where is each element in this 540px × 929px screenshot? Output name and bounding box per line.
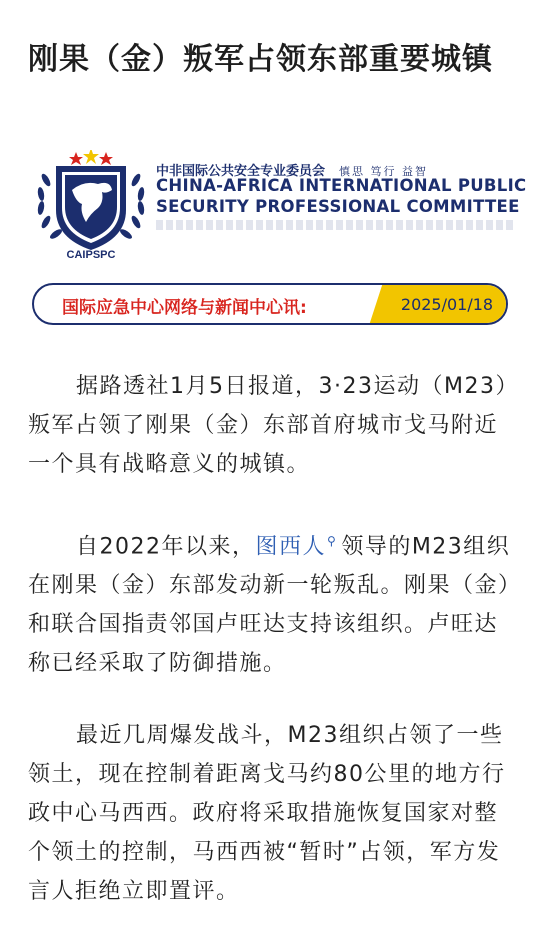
search-icon[interactable]: ⚲: [327, 534, 338, 548]
org-name-en-line1: CHINA-AFRICA INTERNATIONAL PUBLIC: [156, 176, 527, 195]
org-motto: 慎思 笃行 益智: [339, 165, 429, 178]
news-source-label: 国际应急中心网络与新闻中心讯:: [62, 298, 307, 318]
paragraph-2: 自2022年以来，图西人⚲ 领导的M23组织在刚果（金）东部发动新一轮叛乱。刚果（金）和联合国指责邻国卢旺达支持该组织。卢旺达称已经采取了防御措施。: [28, 534, 511, 677]
article-title: 刚果（金）叛军占领东部重要城镇: [28, 42, 493, 77]
org-name-en-line2: SECURITY PROFESSIONAL COMMITTEE: [156, 197, 520, 216]
org-name-cn: 中非国际公共安全专业委员会 慎思 笃行 益智: [156, 164, 429, 179]
tutsi-link[interactable]: 图西人: [255, 534, 327, 560]
paragraph-3: 最近几周爆发战斗，M23组织占领了一些领土，现在控制着距离戈马约80公里的地方行政中心马西西。政府将采取措施恢复国家对整个领土的控制，马西西被“暂时”占领，军方发言人拒绝立即置评。: [28, 723, 506, 904]
paragraph-1: 据路透社1月5日报道，3·23运动（M23）叛军占领了刚果（金）东部首府城市戈马附近一个具有战略意义的城镇。: [28, 374, 508, 477]
news-date: 2025/01/18: [400, 294, 494, 314]
news-source-bar: [32, 283, 508, 325]
news-date-badge: [388, 285, 506, 323]
org-banner: [22, 150, 527, 260]
caipspc-logo: [32, 150, 150, 260]
svg-text:CAIPSPC: CAIPSPC: [66, 249, 116, 260]
mirrored-text-artifact: [156, 220, 516, 230]
